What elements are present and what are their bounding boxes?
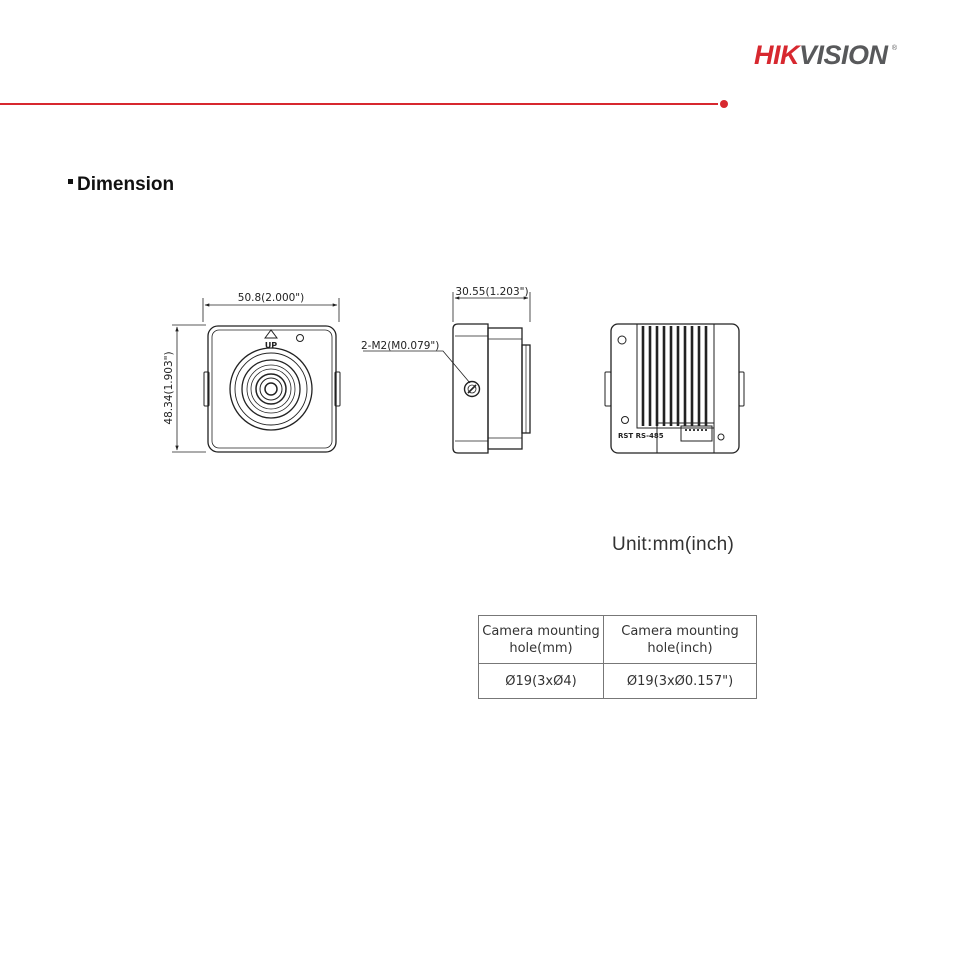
table-header-row: [479, 616, 757, 664]
lens-ring: [235, 353, 307, 425]
table-cell-inch: Ø19(3xØ0.157"): [604, 664, 757, 699]
heatsink-fin-area: [637, 324, 714, 428]
front-width-label: 50.8(2.000"): [237, 292, 305, 304]
up-arrow-icon: [265, 330, 277, 338]
table-header-mm: Camera mounting hole(mm): [479, 616, 604, 664]
rear-port-label: RST RS-485: [618, 432, 664, 440]
mount-callout-label: 2-M2(M0.079"): [361, 340, 440, 352]
unit-label: Unit:mm(inch): [612, 534, 735, 555]
rear-indicator: [718, 434, 724, 440]
rear-left-clip: [605, 372, 611, 406]
mount-callout-leader: [363, 351, 470, 383]
rear-screw-bottom: [622, 417, 629, 424]
logo-part-hik: HIK: [754, 40, 799, 70]
indicator-led: [297, 335, 304, 342]
table-cell-mm: Ø19(3xØ4): [479, 664, 604, 699]
side-depth-label: 30.55(1.203"): [455, 286, 529, 298]
rear-screw-top: [618, 336, 626, 344]
front-height-label: 48.34(1.903"): [163, 351, 175, 425]
rear-right-clip: [739, 372, 744, 406]
side-body-main: [453, 324, 488, 453]
up-label: UP: [264, 341, 278, 350]
table-row: [479, 664, 757, 699]
side-body-section: [488, 328, 522, 449]
side-view: [363, 292, 530, 453]
lens-center: [265, 383, 277, 395]
section-title-text: Dimension: [77, 174, 175, 195]
lens-ring: [247, 365, 295, 413]
lens-ring: [260, 378, 282, 400]
mounting-hole-table: [478, 615, 757, 699]
registered-mark: ®: [891, 45, 897, 52]
front-view: [172, 298, 340, 452]
logo-part-vision: VISION: [799, 40, 888, 70]
lens-ring: [251, 369, 291, 409]
table-header-inch: Camera mounting hole(inch): [604, 616, 757, 664]
